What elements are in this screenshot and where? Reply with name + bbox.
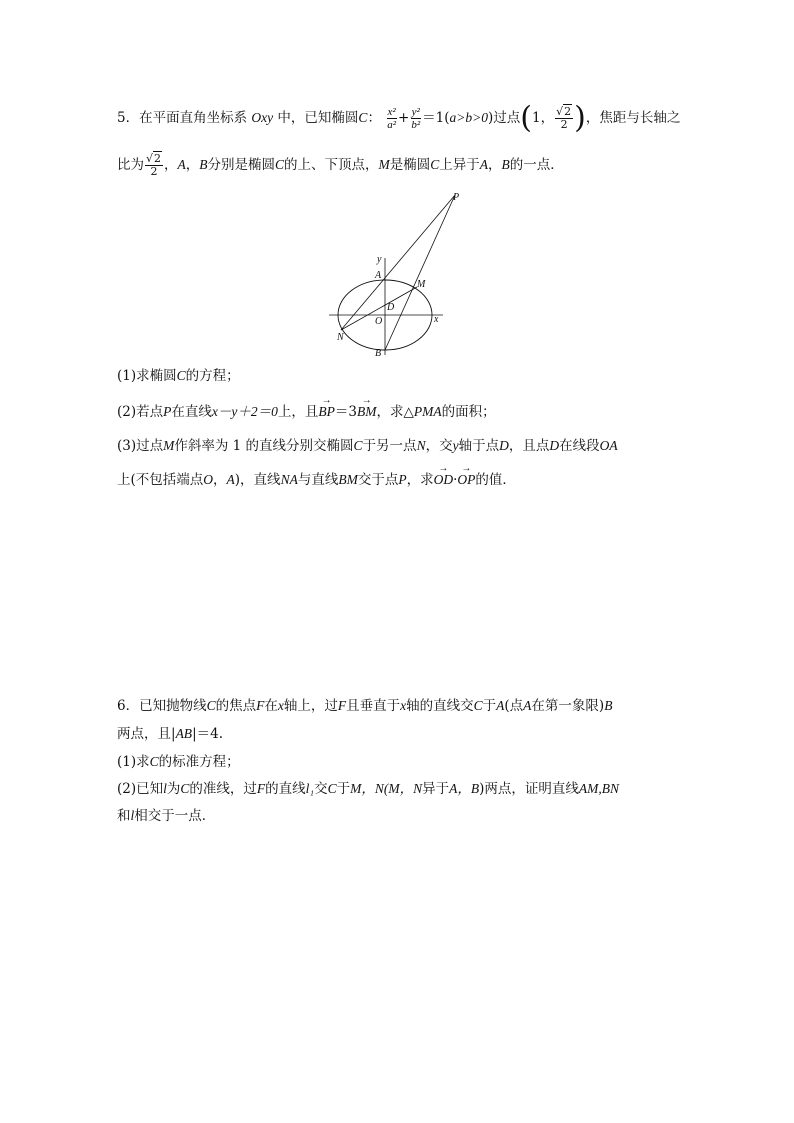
fraction-y2-b2: $\frac{\text{y²}}{\text{b²}}$: [411, 106, 421, 131]
vector-bm: → BM: [357, 402, 377, 422]
fraction-x2-a2: $\frac{\text{x²}}{\text{a²}}$: [387, 106, 397, 131]
label-M: M: [417, 279, 426, 290]
label-A: A: [375, 270, 382, 281]
label-N: N: [337, 332, 344, 343]
q5-line-2: 比为 $\frac{√2}{2}$ ，A，B分别是椭圆C的上、下顶点，M是椭圆C上异于A，B的一点．: [117, 152, 564, 178]
q5-number: 5．: [117, 110, 140, 126]
q6-part-1: (1)求C的标准方程；: [117, 754, 240, 770]
q5-part-1: (1)求椭圆C的方程；: [117, 368, 240, 384]
q5-part-3-line-2: 上(不包括端点O，A)，直线NA与直线BM交于点P，求→ OD·→ OP的值．: [117, 470, 516, 490]
q6-part-2-line-2: 和l相交于一点．: [117, 808, 216, 824]
vector-od: → OD: [434, 470, 454, 490]
line-b-p: [385, 195, 455, 350]
q6-line-1: 6．已知抛物线C的焦点F在x轴上，过F且垂直于x轴的直线交C于A(点A在第一象限)B: [117, 698, 613, 714]
fraction-ratio: $\frac{√2}{2}$: [146, 152, 162, 178]
q6-line-2: 两点，且|AB|＝4.: [117, 726, 223, 742]
vector-bp: → BP: [318, 402, 335, 422]
ellipse-figure: [325, 190, 460, 360]
right-paren: ): [574, 100, 586, 136]
label-y: y: [377, 254, 382, 265]
vector-op: → OP: [457, 470, 475, 490]
q5-part-3-line-1: (3)过点M作斜率为 1 的直线分别交椭圆C于另一点N，交y轴于点D，且点D在线段OA: [117, 438, 618, 454]
q6-part-2-line-1: (2)已知l为C的准线，过F的直线l₁交C于M，N(M，N异于A，B)两点，证明直线AM,BN: [117, 781, 620, 797]
label-P: P: [453, 192, 460, 203]
label-D: D: [387, 302, 395, 313]
label-O: O: [375, 316, 383, 327]
q5-part-2: (2)若点P在直线x－y＋2＝0上，且→ BP＝3→ BM，求△PMA的面积；: [117, 402, 496, 422]
q5-line-1: 5．在平面直角坐标系 Oxy 中，已知椭圆C： $\frac{\text{x²}}{\text{a²}}$ + $\frac{\text{y²}}{\text{b²}}$ ＝1(a>b>0)过点(1， $\frac{√2}{2}$ )，焦距与长轴之: [117, 100, 681, 136]
label-x: x: [434, 314, 439, 325]
line-n-p: [341, 195, 455, 330]
label-B: B: [375, 348, 382, 359]
left-paren: (: [520, 100, 533, 136]
fraction-sqrt2-over-2: $\frac{√2}{2}$: [556, 105, 572, 131]
